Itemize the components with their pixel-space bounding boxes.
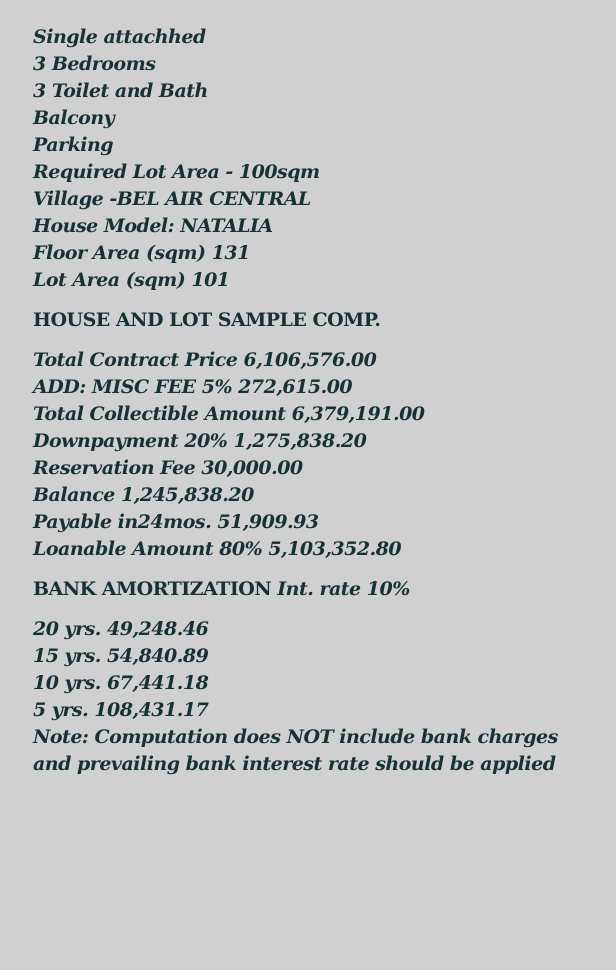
spec-line: Parking (33, 134, 114, 156)
computation-line: Reservation Fee 30,000.00 (33, 457, 303, 479)
spec-line: 3 Bedrooms (33, 53, 156, 75)
spec-line: Village -BEL AIR CENTRAL (33, 188, 311, 210)
document-body (33, 24, 593, 778)
computation-line: ADD: MISC FEE 5% 272,615.00 (33, 376, 353, 398)
spec-line: Single attachhed (33, 26, 206, 48)
specs-list (33, 24, 593, 294)
computation-line: Balance 1,245,838.20 (33, 484, 254, 506)
computation-line: Total Contract Price 6,106,576.00 (33, 349, 377, 371)
spec-line: Floor Area (sqm) 131 (33, 242, 250, 264)
amortization-heading-label: BANK AMORTIZATION (33, 578, 272, 600)
spec-line: Lot Area (sqm) 101 (33, 269, 230, 291)
section-gap (33, 563, 593, 576)
amortization-line: 20 yrs. 49,248.46 (33, 618, 209, 640)
spec-line: Balcony (33, 107, 115, 129)
computation-line: Loanable Amount 80% 5,103,352.80 (33, 538, 402, 560)
section-gap (33, 603, 593, 616)
computation-line: Payable in24mos. 51,909.93 (33, 511, 319, 533)
computation-line: Total Collectible Amount 6,379,191.00 (33, 403, 425, 425)
section-gap (33, 294, 593, 307)
amortization-list (33, 616, 593, 724)
amortization-line: 10 yrs. 67,441.18 (33, 672, 209, 694)
computation-line: Downpayment 20% 1,275,838.20 (33, 430, 367, 452)
computation-heading: HOUSE AND LOT SAMPLE COMP. (33, 309, 381, 331)
spec-line: 3 Toilet and Bath (33, 80, 208, 102)
spec-line: House Model: NATALIA (33, 215, 273, 237)
computation-note: Note: Computation does NOT include bank charges and prevailing bank interest rate should be applied (33, 726, 558, 775)
spec-line: Required Lot Area - 100sqm (33, 161, 320, 183)
amortization-line: 15 yrs. 54,840.89 (33, 645, 209, 667)
amortization-line: 5 yrs. 108,431.17 (33, 699, 209, 721)
amortization-heading (33, 576, 593, 603)
computation-list (33, 347, 593, 563)
section-gap (33, 334, 593, 347)
amortization-heading-rate: Int. rate 10% (277, 578, 410, 600)
